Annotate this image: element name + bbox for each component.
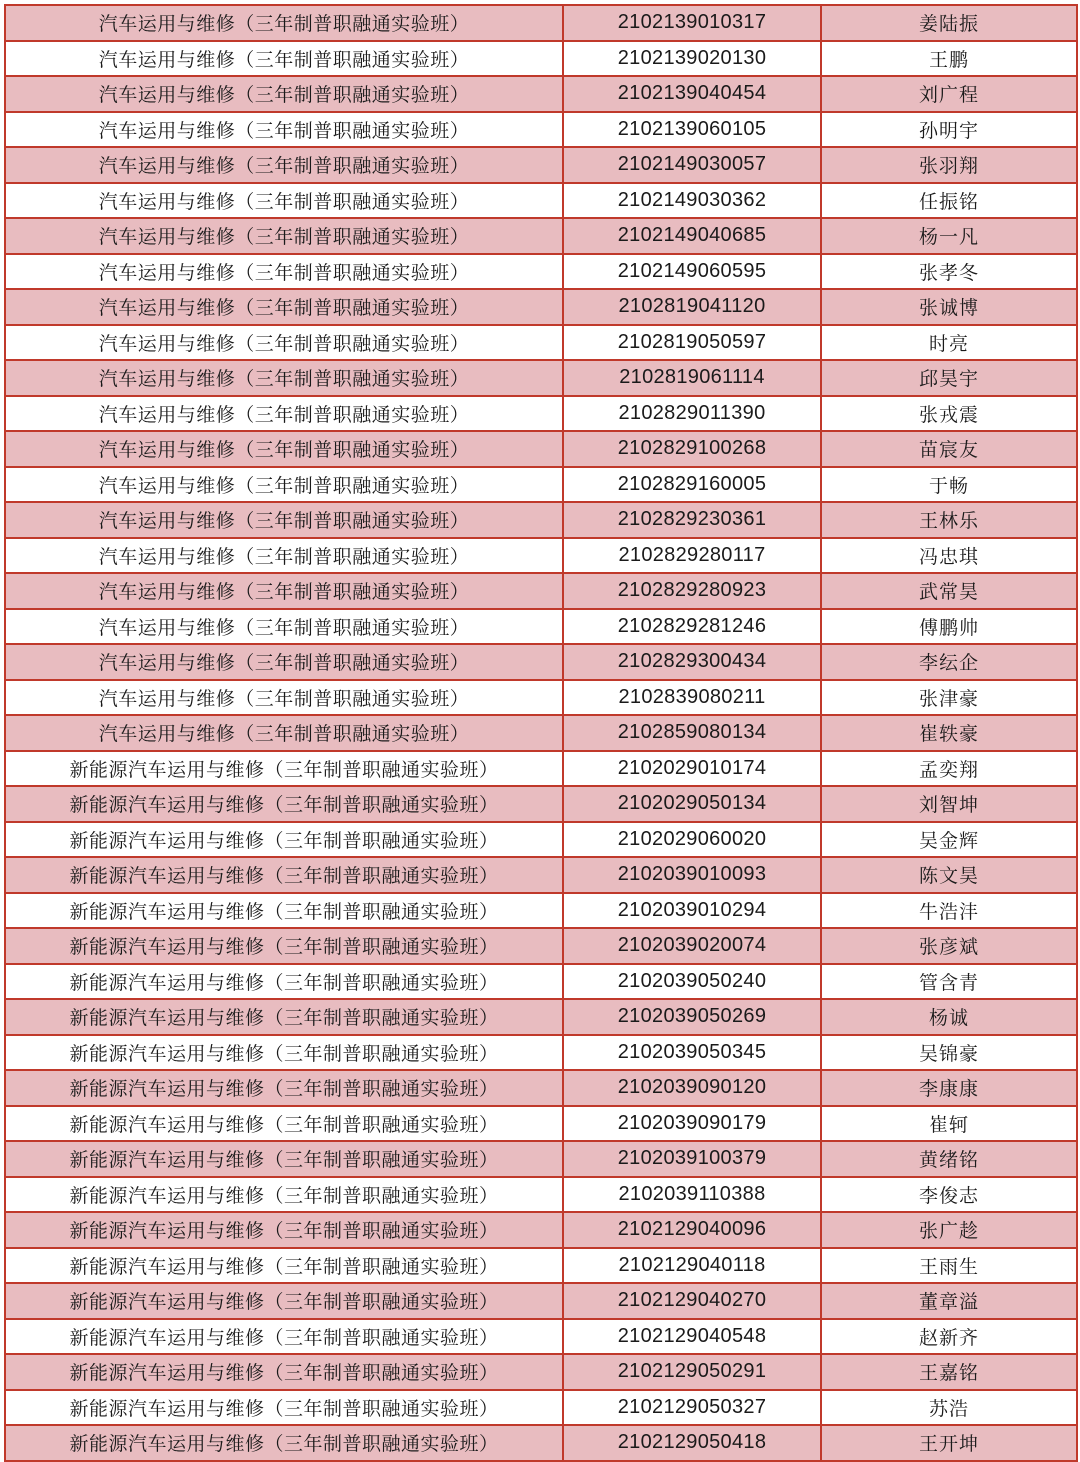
table-row [5,41,1077,77]
student-name-cell: 武常昊 [821,573,1077,609]
student-id-cell: 2102149060595 [563,254,821,290]
student-id-cell: 2102829011390 [563,396,821,432]
student-name-cell: 杨一凡 [821,218,1077,254]
table-row [5,5,1077,41]
student-list-body [5,5,1077,1461]
major-cell: 新能源汽车运用与维修（三年制普职融通实验班） [5,1248,563,1284]
table-row [5,964,1077,1000]
student-name-cell: 陈文昊 [821,857,1077,893]
student-id-cell: 2102859080134 [563,715,821,751]
student-id-cell: 2102149040685 [563,218,821,254]
table-row [5,573,1077,609]
major-cell: 汽车运用与维修（三年制普职融通实验班） [5,360,563,396]
table-row [5,360,1077,396]
table-row [5,644,1077,680]
student-id-cell: 2102039010294 [563,893,821,929]
table-row [5,1319,1077,1355]
student-id-cell: 2102039050240 [563,964,821,1000]
student-name-cell: 王鹏 [821,41,1077,77]
table-row [5,715,1077,751]
major-cell: 新能源汽车运用与维修（三年制普职融通实验班） [5,1141,563,1177]
major-cell: 汽车运用与维修（三年制普职融通实验班） [5,502,563,538]
table-row [5,112,1077,148]
table-row [5,502,1077,538]
student-name-cell: 张孝冬 [821,254,1077,290]
student-id-cell: 2102149030362 [563,183,821,219]
student-name-cell: 王林乐 [821,502,1077,538]
student-id-cell: 2102149030057 [563,147,821,183]
student-id-cell: 2102139010317 [563,5,821,41]
student-id-cell: 2102129040270 [563,1283,821,1319]
student-name-cell: 冯忠琪 [821,538,1077,574]
student-name-cell: 刘智坤 [821,786,1077,822]
student-id-cell: 2102039050269 [563,999,821,1035]
student-name-cell: 张羽翔 [821,147,1077,183]
student-name-cell: 董章溢 [821,1283,1077,1319]
student-id-cell: 2102829160005 [563,467,821,503]
student-name-cell: 刘广程 [821,76,1077,112]
table-row [5,431,1077,467]
major-cell: 新能源汽车运用与维修（三年制普职融通实验班） [5,1283,563,1319]
major-cell: 汽车运用与维修（三年制普职融通实验班） [5,715,563,751]
table-row [5,147,1077,183]
student-id-cell: 2102129050327 [563,1390,821,1426]
student-name-cell: 张戎震 [821,396,1077,432]
major-cell: 汽车运用与维修（三年制普职融通实验班） [5,538,563,574]
major-cell: 汽车运用与维修（三年制普职融通实验班） [5,112,563,148]
major-cell: 新能源汽车运用与维修（三年制普职融通实验班） [5,822,563,858]
table-row [5,254,1077,290]
major-cell: 汽车运用与维修（三年制普职融通实验班） [5,644,563,680]
major-cell: 新能源汽车运用与维修（三年制普职融通实验班） [5,999,563,1035]
major-cell: 新能源汽车运用与维修（三年制普职融通实验班） [5,893,563,929]
major-cell: 汽车运用与维修（三年制普职融通实验班） [5,609,563,645]
table-row [5,1035,1077,1071]
table-row [5,928,1077,964]
student-id-cell: 2102039010093 [563,857,821,893]
student-name-cell: 傅鹏帅 [821,609,1077,645]
student-id-cell: 2102029050134 [563,786,821,822]
student-id-cell: 2102139020130 [563,41,821,77]
student-name-cell: 李康康 [821,1070,1077,1106]
student-id-cell: 2102029010174 [563,751,821,787]
student-id-cell: 2102819050597 [563,325,821,361]
student-id-cell: 2102139060105 [563,112,821,148]
student-name-cell: 孙明宇 [821,112,1077,148]
major-cell: 汽车运用与维修（三年制普职融通实验班） [5,5,563,41]
major-cell: 新能源汽车运用与维修（三年制普职融通实验班） [5,786,563,822]
student-name-cell: 张诚博 [821,289,1077,325]
major-cell: 汽车运用与维修（三年制普职融通实验班） [5,573,563,609]
student-name-cell: 姜陆振 [821,5,1077,41]
major-cell: 新能源汽车运用与维修（三年制普职融通实验班） [5,1212,563,1248]
table-row [5,1212,1077,1248]
student-name-cell: 崔轶豪 [821,715,1077,751]
table-row [5,396,1077,432]
table-row [5,1354,1077,1390]
student-name-cell: 张彦斌 [821,928,1077,964]
major-cell: 新能源汽车运用与维修（三年制普职融通实验班） [5,928,563,964]
student-id-cell: 2102129050418 [563,1425,821,1461]
table-row [5,1390,1077,1426]
table-row [5,1425,1077,1461]
major-cell: 新能源汽车运用与维修（三年制普职融通实验班） [5,857,563,893]
student-name-cell: 吴金辉 [821,822,1077,858]
major-cell: 汽车运用与维修（三年制普职融通实验班） [5,254,563,290]
table-row [5,751,1077,787]
student-id-cell: 2102829281246 [563,609,821,645]
table-row [5,1141,1077,1177]
major-cell: 新能源汽车运用与维修（三年制普职融通实验班） [5,1390,563,1426]
student-name-cell: 苏浩 [821,1390,1077,1426]
major-cell: 汽车运用与维修（三年制普职融通实验班） [5,396,563,432]
major-cell: 新能源汽车运用与维修（三年制普职融通实验班） [5,751,563,787]
student-id-cell: 2102829280117 [563,538,821,574]
student-id-cell: 2102829230361 [563,502,821,538]
student-name-cell: 任振铭 [821,183,1077,219]
table-row [5,822,1077,858]
student-name-cell: 赵新齐 [821,1319,1077,1355]
student-name-cell: 牛浩沣 [821,893,1077,929]
table-row [5,999,1077,1035]
student-id-cell: 2102039050345 [563,1035,821,1071]
table-row [5,467,1077,503]
major-cell: 新能源汽车运用与维修（三年制普职融通实验班） [5,1319,563,1355]
major-cell: 汽车运用与维修（三年制普职融通实验班） [5,76,563,112]
student-name-cell: 崔轲 [821,1106,1077,1142]
table-row [5,1283,1077,1319]
student-name-cell: 时亮 [821,325,1077,361]
student-name-cell: 王开坤 [821,1425,1077,1461]
student-name-cell: 孟奕翔 [821,751,1077,787]
table-row [5,76,1077,112]
table-row [5,609,1077,645]
major-cell: 新能源汽车运用与维修（三年制普职融通实验班） [5,1425,563,1461]
table-row [5,289,1077,325]
student-id-cell: 2102829100268 [563,431,821,467]
table-row [5,893,1077,929]
major-cell: 汽车运用与维修（三年制普职融通实验班） [5,41,563,77]
student-id-cell: 2102819041120 [563,289,821,325]
table-row [5,1106,1077,1142]
student-id-cell: 2102039100379 [563,1141,821,1177]
major-cell: 新能源汽车运用与维修（三年制普职融通实验班） [5,1070,563,1106]
student-id-cell: 2102829280923 [563,573,821,609]
major-cell: 新能源汽车运用与维修（三年制普职融通实验班） [5,1177,563,1213]
student-id-cell: 2102029060020 [563,822,821,858]
student-name-cell: 张津豪 [821,680,1077,716]
major-cell: 汽车运用与维修（三年制普职融通实验班） [5,218,563,254]
student-id-cell: 2102829300434 [563,644,821,680]
student-id-cell: 2102039110388 [563,1177,821,1213]
major-cell: 汽车运用与维修（三年制普职融通实验班） [5,147,563,183]
table-row [5,538,1077,574]
table-row [5,857,1077,893]
major-cell: 汽车运用与维修（三年制普职融通实验班） [5,467,563,503]
student-id-cell: 2102039090120 [563,1070,821,1106]
student-id-cell: 2102039020074 [563,928,821,964]
student-name-cell: 王雨生 [821,1248,1077,1284]
student-id-cell: 2102129040548 [563,1319,821,1355]
student-id-cell: 2102139040454 [563,76,821,112]
student-name-cell: 邱昊宇 [821,360,1077,396]
student-name-cell: 管含青 [821,964,1077,1000]
student-list-table [4,4,1078,1462]
student-name-cell: 黄绪铭 [821,1141,1077,1177]
table-row [5,786,1077,822]
table-row [5,183,1077,219]
major-cell: 新能源汽车运用与维修（三年制普职融通实验班） [5,964,563,1000]
student-name-cell: 吴锦豪 [821,1035,1077,1071]
major-cell: 新能源汽车运用与维修（三年制普职融通实验班） [5,1035,563,1071]
table-row [5,325,1077,361]
table-row [5,1248,1077,1284]
major-cell: 汽车运用与维修（三年制普职融通实验班） [5,183,563,219]
student-name-cell: 张广趁 [821,1212,1077,1248]
major-cell: 汽车运用与维修（三年制普职融通实验班） [5,325,563,361]
student-list-table-container [4,4,1076,1462]
student-name-cell: 杨诚 [821,999,1077,1035]
major-cell: 新能源汽车运用与维修（三年制普职融通实验班） [5,1354,563,1390]
table-row [5,218,1077,254]
student-id-cell: 2102129040096 [563,1212,821,1248]
major-cell: 新能源汽车运用与维修（三年制普职融通实验班） [5,1106,563,1142]
student-id-cell: 2102819061114 [563,360,821,396]
student-name-cell: 王嘉铭 [821,1354,1077,1390]
major-cell: 汽车运用与维修（三年制普职融通实验班） [5,680,563,716]
student-name-cell: 于畅 [821,467,1077,503]
student-name-cell: 李纭企 [821,644,1077,680]
student-name-cell: 苗宸友 [821,431,1077,467]
table-row [5,1177,1077,1213]
student-id-cell: 2102839080211 [563,680,821,716]
student-id-cell: 2102129050291 [563,1354,821,1390]
student-id-cell: 2102129040118 [563,1248,821,1284]
student-name-cell: 李俊志 [821,1177,1077,1213]
student-id-cell: 2102039090179 [563,1106,821,1142]
table-row [5,1070,1077,1106]
major-cell: 汽车运用与维修（三年制普职融通实验班） [5,289,563,325]
table-row [5,680,1077,716]
major-cell: 汽车运用与维修（三年制普职融通实验班） [5,431,563,467]
